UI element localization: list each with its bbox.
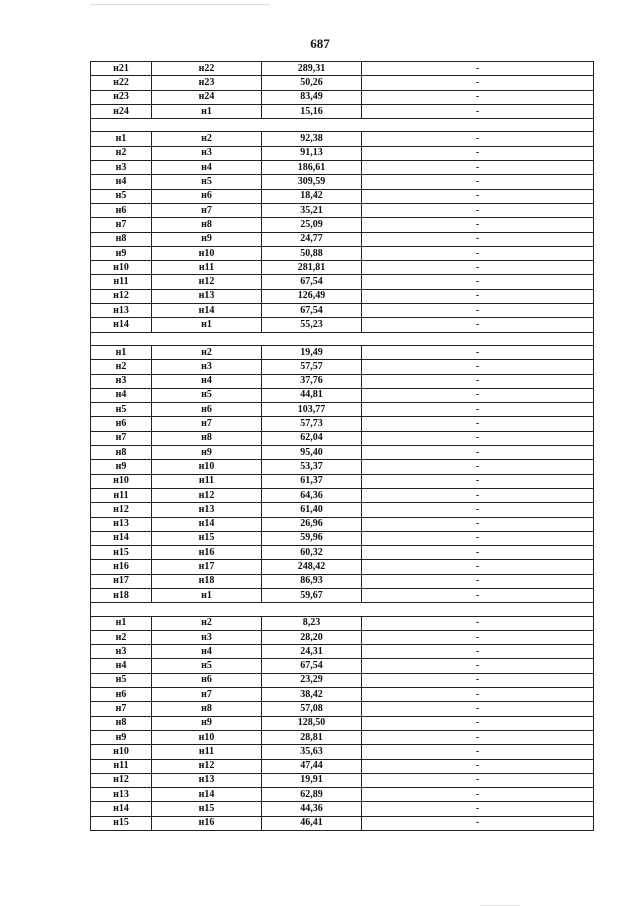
note-cell: - — [362, 460, 594, 474]
note-cell: - — [362, 345, 594, 359]
point-from-cell: н4 — [91, 388, 152, 402]
point-from-cell: н14 — [91, 802, 152, 816]
note-cell: - — [362, 275, 594, 289]
distance-cell: 60,32 — [262, 546, 362, 560]
point-from-cell: н22 — [91, 76, 152, 90]
point-to-cell: н13 — [152, 289, 262, 303]
point-from-cell: н11 — [91, 759, 152, 773]
table-row — [91, 246, 594, 260]
distance-cell: 46,41 — [262, 816, 362, 830]
table-row — [91, 62, 594, 76]
table-row — [91, 345, 594, 359]
distance-cell: 67,54 — [262, 275, 362, 289]
table-row — [91, 816, 594, 830]
table-row — [91, 261, 594, 275]
point-to-cell: н10 — [152, 460, 262, 474]
point-to-cell: н5 — [152, 388, 262, 402]
distance-cell: 91,13 — [262, 146, 362, 160]
point-to-cell: н2 — [152, 345, 262, 359]
table-row — [91, 730, 594, 744]
point-from-cell: н18 — [91, 588, 152, 602]
point-from-cell: н15 — [91, 546, 152, 560]
point-to-cell: н10 — [152, 246, 262, 260]
point-from-cell: н11 — [91, 488, 152, 502]
note-cell: - — [362, 289, 594, 303]
note-cell: - — [362, 773, 594, 787]
point-from-cell: н15 — [91, 816, 152, 830]
distance-cell: 186,61 — [262, 161, 362, 175]
note-cell: - — [362, 630, 594, 644]
scan-edge-mark — [90, 4, 270, 5]
table-row — [91, 645, 594, 659]
point-from-cell: н12 — [91, 773, 152, 787]
point-to-cell: н4 — [152, 161, 262, 175]
note-cell: - — [362, 588, 594, 602]
table-row — [91, 104, 594, 118]
table-row — [91, 503, 594, 517]
distance-cell: 67,54 — [262, 659, 362, 673]
point-from-cell: н10 — [91, 474, 152, 488]
point-from-cell: н3 — [91, 645, 152, 659]
point-to-cell: н16 — [152, 816, 262, 830]
point-to-cell: н6 — [152, 403, 262, 417]
point-to-cell: н7 — [152, 688, 262, 702]
point-from-cell: н6 — [91, 417, 152, 431]
table-row — [91, 76, 594, 90]
note-cell: - — [362, 203, 594, 217]
point-to-cell: н9 — [152, 232, 262, 246]
table-row — [91, 90, 594, 104]
note-cell: - — [362, 90, 594, 104]
table-row — [91, 289, 594, 303]
point-from-cell: н10 — [91, 261, 152, 275]
point-to-cell: н11 — [152, 261, 262, 275]
point-from-cell: н2 — [91, 630, 152, 644]
point-from-cell: н10 — [91, 745, 152, 759]
point-to-cell: н24 — [152, 90, 262, 104]
note-cell: - — [362, 560, 594, 574]
note-cell: - — [362, 374, 594, 388]
table-row — [91, 275, 594, 289]
table-row — [91, 531, 594, 545]
point-from-cell: н6 — [91, 688, 152, 702]
point-to-cell: н12 — [152, 275, 262, 289]
distance-cell: 28,20 — [262, 630, 362, 644]
note-cell: - — [362, 816, 594, 830]
table-row — [91, 161, 594, 175]
section-separator-cell — [91, 603, 594, 616]
note-cell: - — [362, 175, 594, 189]
distance-cell: 19,91 — [262, 773, 362, 787]
note-cell: - — [362, 645, 594, 659]
table-row — [91, 203, 594, 217]
point-to-cell: н15 — [152, 802, 262, 816]
point-to-cell: н8 — [152, 702, 262, 716]
note-cell: - — [362, 788, 594, 802]
point-to-cell: н4 — [152, 645, 262, 659]
point-to-cell: н3 — [152, 630, 262, 644]
distance-cell: 44,36 — [262, 802, 362, 816]
table-row — [91, 388, 594, 402]
table-row — [91, 218, 594, 232]
distance-cell: 26,96 — [262, 517, 362, 531]
point-from-cell: н5 — [91, 673, 152, 687]
point-from-cell: н7 — [91, 702, 152, 716]
point-to-cell: н14 — [152, 304, 262, 318]
note-cell: - — [362, 388, 594, 402]
section-separator-row — [91, 119, 594, 132]
note-cell: - — [362, 246, 594, 260]
distance-cell: 25,09 — [262, 218, 362, 232]
point-from-cell: н13 — [91, 788, 152, 802]
table-row — [91, 574, 594, 588]
point-from-cell: н2 — [91, 146, 152, 160]
note-cell: - — [362, 62, 594, 76]
table-row — [91, 431, 594, 445]
distance-cell: 67,54 — [262, 304, 362, 318]
point-to-cell: н5 — [152, 659, 262, 673]
distance-cell: 83,49 — [262, 90, 362, 104]
distance-cell: 50,26 — [262, 76, 362, 90]
distance-cell: 86,93 — [262, 574, 362, 588]
table-row — [91, 474, 594, 488]
note-cell: - — [362, 132, 594, 146]
table-row — [91, 403, 594, 417]
point-from-cell: н3 — [91, 374, 152, 388]
distance-cell: 62,89 — [262, 788, 362, 802]
section-separator-row — [91, 332, 594, 345]
note-cell: - — [362, 431, 594, 445]
distance-cell: 24,31 — [262, 645, 362, 659]
distance-cell: 61,37 — [262, 474, 362, 488]
table-row — [91, 488, 594, 502]
point-to-cell: н8 — [152, 431, 262, 445]
table-row — [91, 630, 594, 644]
point-to-cell: н15 — [152, 531, 262, 545]
table-row — [91, 460, 594, 474]
distance-cell: 126,49 — [262, 289, 362, 303]
note-cell: - — [362, 146, 594, 160]
point-to-cell: н2 — [152, 132, 262, 146]
note-cell: - — [362, 318, 594, 332]
point-from-cell: н13 — [91, 304, 152, 318]
section-separator-cell — [91, 119, 594, 132]
boundary-segments-table — [90, 61, 594, 831]
note-cell: - — [362, 417, 594, 431]
table-row — [91, 189, 594, 203]
point-from-cell: н8 — [91, 716, 152, 730]
note-cell: - — [362, 503, 594, 517]
point-to-cell: н11 — [152, 745, 262, 759]
note-cell: - — [362, 531, 594, 545]
distance-cell: 95,40 — [262, 446, 362, 460]
note-cell: - — [362, 759, 594, 773]
section-separator-cell — [91, 332, 594, 345]
distance-cell: 37,76 — [262, 374, 362, 388]
point-to-cell: н11 — [152, 474, 262, 488]
point-to-cell: н9 — [152, 446, 262, 460]
note-cell: - — [362, 104, 594, 118]
table-row — [91, 374, 594, 388]
table-row — [91, 446, 594, 460]
distance-cell: 44,81 — [262, 388, 362, 402]
point-to-cell: н8 — [152, 218, 262, 232]
distance-cell: 61,40 — [262, 503, 362, 517]
note-cell: - — [362, 218, 594, 232]
point-to-cell: н3 — [152, 360, 262, 374]
table-row — [91, 132, 594, 146]
point-to-cell: н18 — [152, 574, 262, 588]
point-from-cell: н4 — [91, 175, 152, 189]
distance-cell: 53,37 — [262, 460, 362, 474]
note-cell: - — [362, 161, 594, 175]
point-from-cell: н1 — [91, 345, 152, 359]
note-cell: - — [362, 546, 594, 560]
point-from-cell: н2 — [91, 360, 152, 374]
point-from-cell: н9 — [91, 246, 152, 260]
point-to-cell: н6 — [152, 673, 262, 687]
point-to-cell: н1 — [152, 104, 262, 118]
point-from-cell: н24 — [91, 104, 152, 118]
distance-cell: 57,08 — [262, 702, 362, 716]
distance-cell: 289,31 — [262, 62, 362, 76]
note-cell: - — [362, 261, 594, 275]
point-from-cell: н7 — [91, 431, 152, 445]
point-from-cell: н6 — [91, 203, 152, 217]
table-row — [91, 616, 594, 630]
table-row — [91, 146, 594, 160]
table-row — [91, 360, 594, 374]
table-row — [91, 659, 594, 673]
point-to-cell: н13 — [152, 503, 262, 517]
note-cell: - — [362, 673, 594, 687]
distance-cell: 24,77 — [262, 232, 362, 246]
distance-cell: 57,73 — [262, 417, 362, 431]
distance-cell: 35,63 — [262, 745, 362, 759]
note-cell: - — [362, 403, 594, 417]
table-row — [91, 688, 594, 702]
point-from-cell: н12 — [91, 289, 152, 303]
point-from-cell: н4 — [91, 659, 152, 673]
note-cell: - — [362, 488, 594, 502]
point-to-cell: н1 — [152, 588, 262, 602]
point-to-cell: н14 — [152, 517, 262, 531]
point-to-cell: н1 — [152, 318, 262, 332]
note-cell: - — [362, 702, 594, 716]
distance-cell: 15,16 — [262, 104, 362, 118]
distance-cell: 281,81 — [262, 261, 362, 275]
page-number: 687 — [310, 36, 330, 51]
distance-cell: 128,50 — [262, 716, 362, 730]
point-to-cell: н7 — [152, 417, 262, 431]
point-to-cell: н4 — [152, 374, 262, 388]
table-row — [91, 745, 594, 759]
note-cell: - — [362, 76, 594, 90]
distance-cell: 50,88 — [262, 246, 362, 260]
table-row — [91, 702, 594, 716]
note-cell: - — [362, 745, 594, 759]
point-to-cell: н17 — [152, 560, 262, 574]
point-from-cell: н5 — [91, 403, 152, 417]
point-to-cell: н23 — [152, 76, 262, 90]
table-row — [91, 759, 594, 773]
note-cell: - — [362, 189, 594, 203]
distance-cell: 103,77 — [262, 403, 362, 417]
note-cell: - — [362, 304, 594, 318]
table-row — [91, 304, 594, 318]
point-from-cell: н21 — [91, 62, 152, 76]
point-from-cell: н9 — [91, 460, 152, 474]
point-to-cell: н16 — [152, 546, 262, 560]
point-from-cell: н7 — [91, 218, 152, 232]
table-row — [91, 788, 594, 802]
point-from-cell: н16 — [91, 560, 152, 574]
table-row — [91, 318, 594, 332]
distance-cell: 47,44 — [262, 759, 362, 773]
point-to-cell: н14 — [152, 788, 262, 802]
distance-cell: 35,21 — [262, 203, 362, 217]
point-from-cell: н5 — [91, 189, 152, 203]
note-cell: - — [362, 474, 594, 488]
distance-cell: 18,42 — [262, 189, 362, 203]
table-row — [91, 232, 594, 246]
point-from-cell: н14 — [91, 531, 152, 545]
point-from-cell: н8 — [91, 232, 152, 246]
distance-cell: 38,42 — [262, 688, 362, 702]
point-to-cell: н6 — [152, 189, 262, 203]
note-cell: - — [362, 232, 594, 246]
point-from-cell: н12 — [91, 503, 152, 517]
distance-cell: 92,38 — [262, 132, 362, 146]
table-row — [91, 716, 594, 730]
table-row — [91, 417, 594, 431]
distance-cell: 28,81 — [262, 730, 362, 744]
note-cell: - — [362, 688, 594, 702]
distance-cell: 59,96 — [262, 531, 362, 545]
distance-cell: 55,23 — [262, 318, 362, 332]
point-from-cell: н14 — [91, 318, 152, 332]
distance-cell: 23,29 — [262, 673, 362, 687]
table-body — [91, 62, 594, 831]
point-from-cell: н13 — [91, 517, 152, 531]
table-row — [91, 773, 594, 787]
note-cell: - — [362, 517, 594, 531]
distance-cell: 309,59 — [262, 175, 362, 189]
point-from-cell: н1 — [91, 132, 152, 146]
point-to-cell: н5 — [152, 175, 262, 189]
point-from-cell: н3 — [91, 161, 152, 175]
distance-cell: 248,42 — [262, 560, 362, 574]
point-to-cell: н12 — [152, 759, 262, 773]
point-to-cell: н9 — [152, 716, 262, 730]
table-row — [91, 588, 594, 602]
distance-cell: 19,49 — [262, 345, 362, 359]
note-cell: - — [362, 616, 594, 630]
point-from-cell: н11 — [91, 275, 152, 289]
section-separator-row — [91, 603, 594, 616]
point-to-cell: н12 — [152, 488, 262, 502]
table-row — [91, 802, 594, 816]
point-to-cell: н13 — [152, 773, 262, 787]
table-row — [91, 517, 594, 531]
distance-cell: 64,36 — [262, 488, 362, 502]
table-row — [91, 546, 594, 560]
point-from-cell: н9 — [91, 730, 152, 744]
table-row — [91, 560, 594, 574]
table-row — [91, 673, 594, 687]
table-row — [91, 175, 594, 189]
note-cell: - — [362, 360, 594, 374]
note-cell: - — [362, 446, 594, 460]
point-to-cell: н3 — [152, 146, 262, 160]
point-from-cell: н1 — [91, 616, 152, 630]
distance-cell: 8,23 — [262, 616, 362, 630]
point-from-cell: н17 — [91, 574, 152, 588]
point-to-cell: н22 — [152, 62, 262, 76]
point-from-cell: н23 — [91, 90, 152, 104]
point-to-cell: н10 — [152, 730, 262, 744]
note-cell: - — [362, 716, 594, 730]
point-to-cell: н2 — [152, 616, 262, 630]
distance-cell: 59,67 — [262, 588, 362, 602]
distance-cell: 57,57 — [262, 360, 362, 374]
point-to-cell: н7 — [152, 203, 262, 217]
distance-cell: 62,04 — [262, 431, 362, 445]
point-from-cell: н8 — [91, 446, 152, 460]
note-cell: - — [362, 659, 594, 673]
note-cell: - — [362, 730, 594, 744]
note-cell: - — [362, 802, 594, 816]
note-cell: - — [362, 574, 594, 588]
